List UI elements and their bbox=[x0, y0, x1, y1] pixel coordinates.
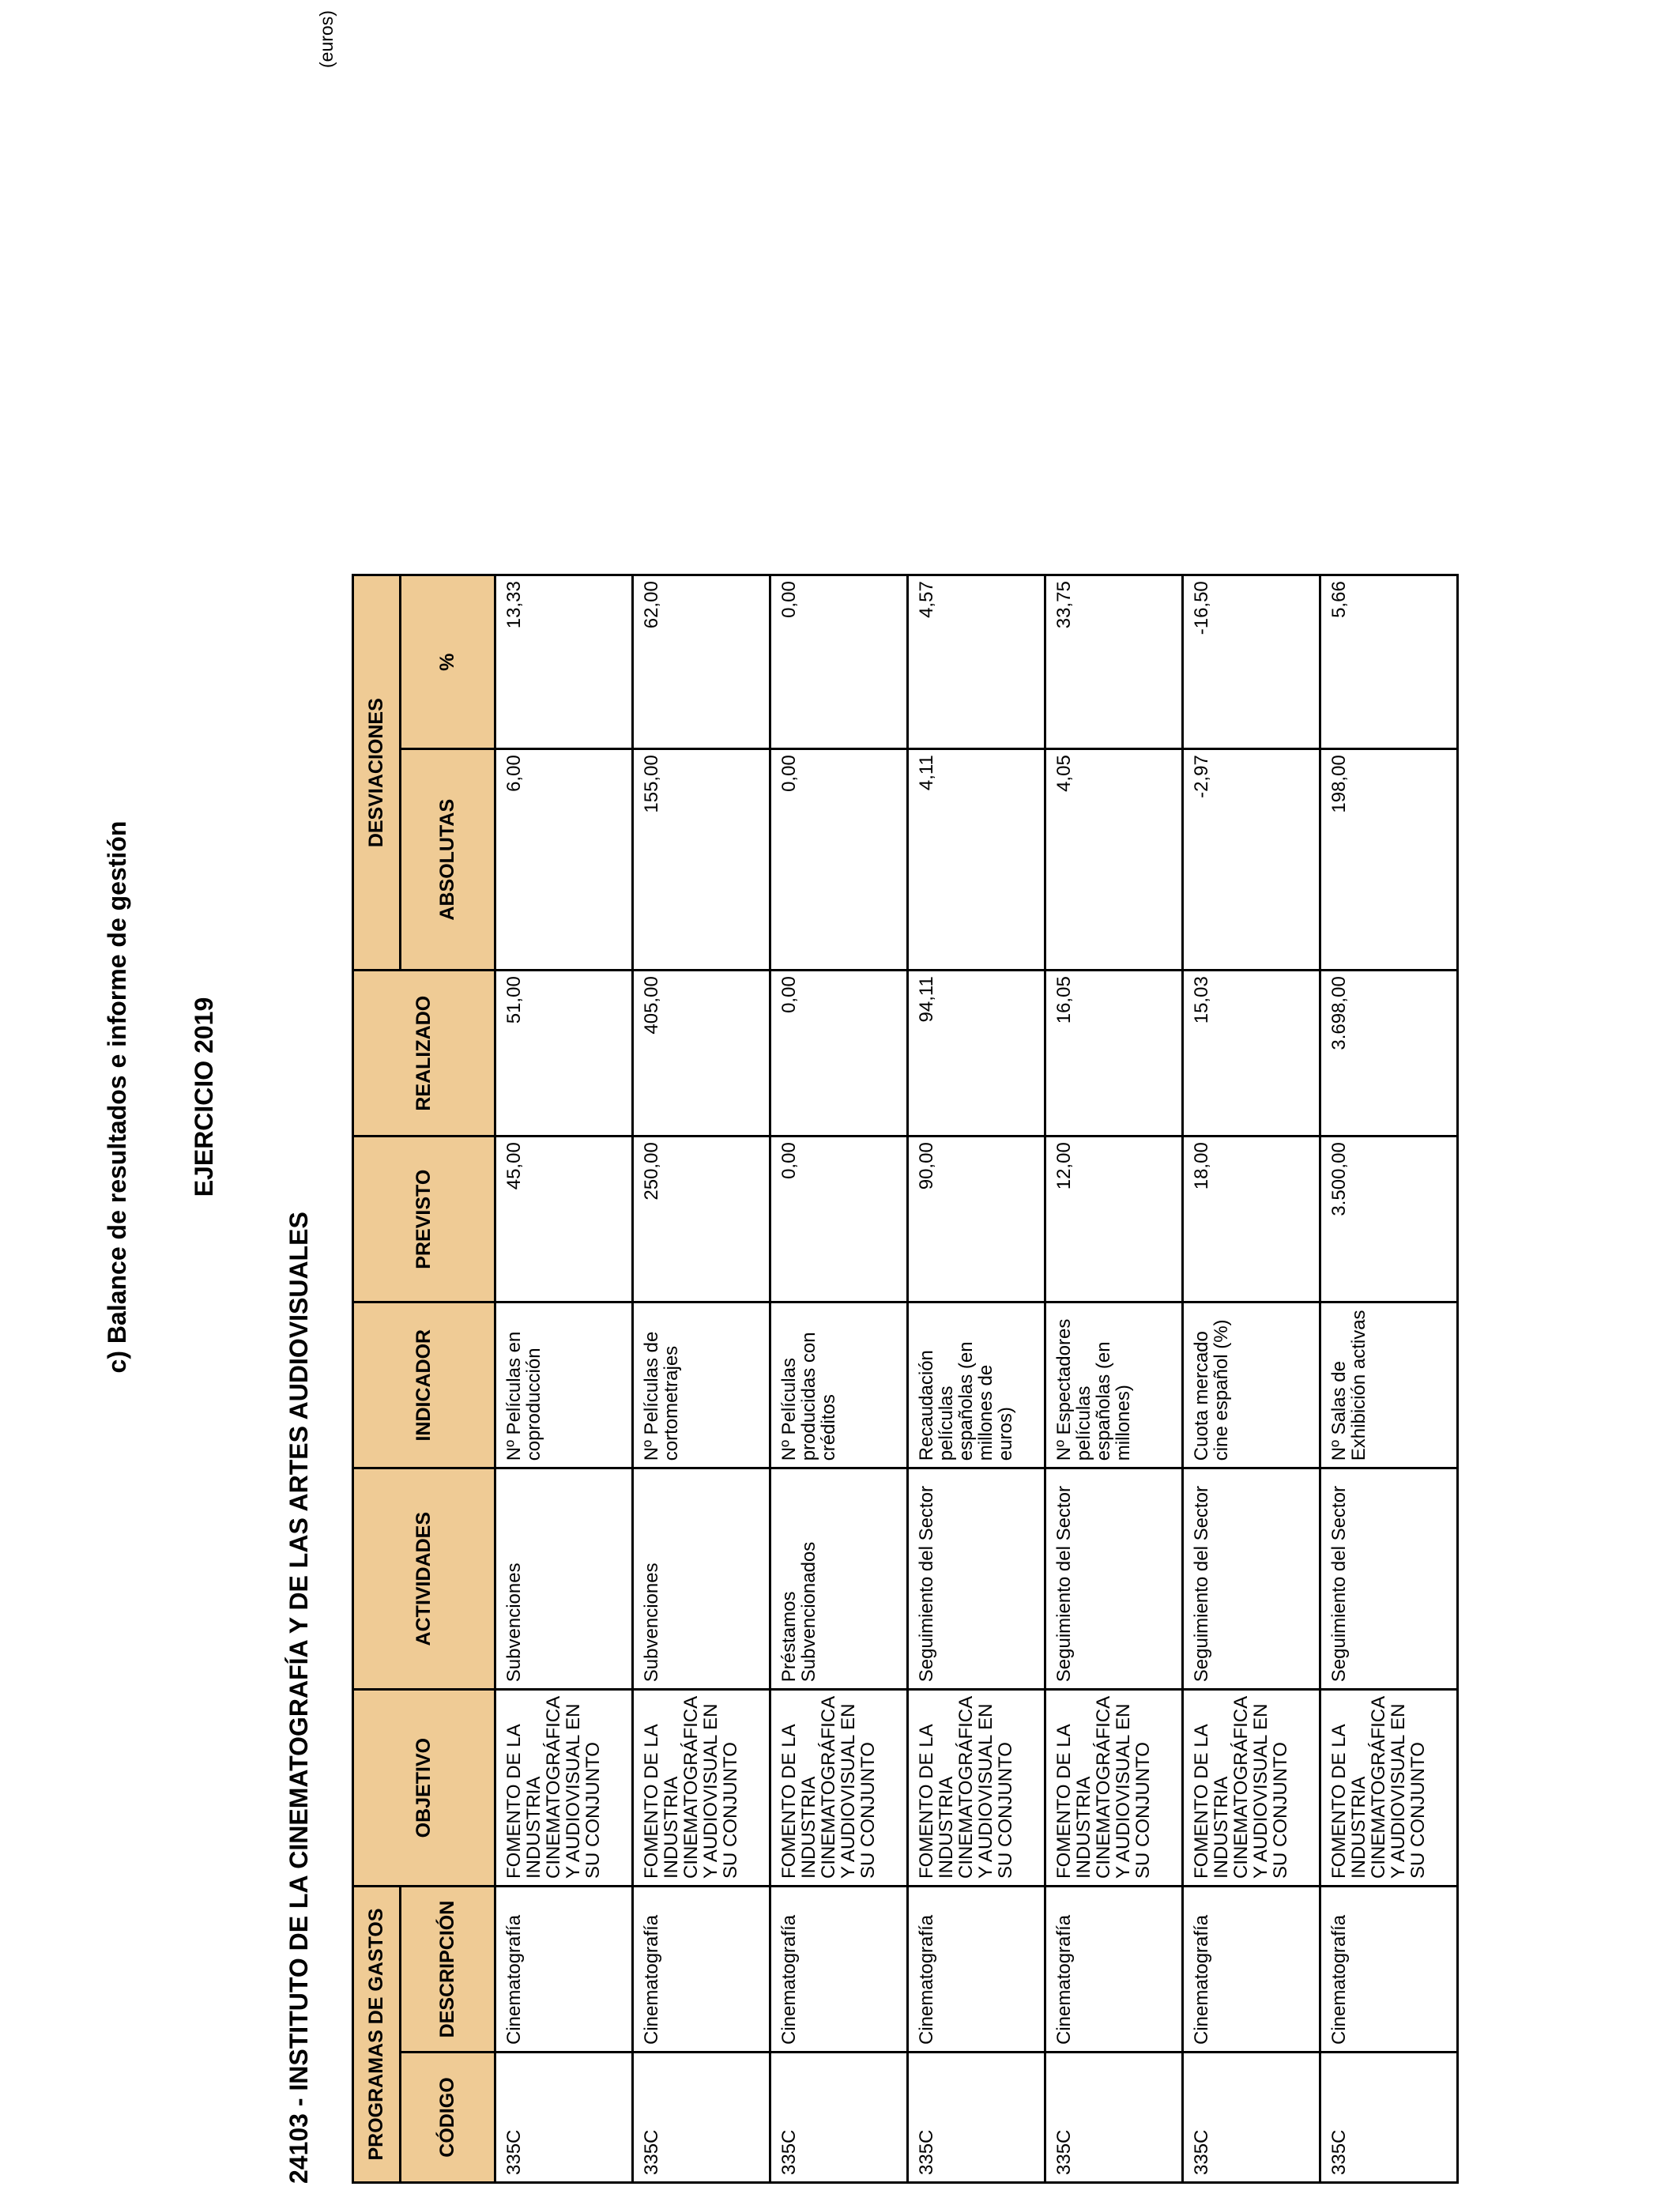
group-header-desviaciones: DESVIACIONES bbox=[353, 575, 401, 971]
col-header-actividades: ACTIVIDADES bbox=[353, 1468, 495, 1690]
cell-absolutas: 4,05 bbox=[1045, 749, 1183, 971]
cell-previsto: 90,00 bbox=[908, 1137, 1045, 1302]
cell-realizado: 16,05 bbox=[1045, 971, 1183, 1137]
cell-percent: 33,75 bbox=[1045, 575, 1183, 749]
cell-indicador: Nº Películas de cortometrajes bbox=[633, 1302, 770, 1468]
cell-indicador: Recaudación películas españolas (en millones de euros) bbox=[908, 1302, 1045, 1468]
cell-descripcion: Cinematografía bbox=[1320, 1887, 1458, 2053]
cell-descripcion: Cinematografía bbox=[908, 1887, 1045, 2053]
cell-absolutas: 4,11 bbox=[908, 749, 1045, 971]
cell-codigo: 335C bbox=[1320, 2053, 1458, 2183]
entity-title: 24103 - INSTITUTO DE LA CINEMATOGRAFÍA Y DE LAS ARTES AUDIOVISUALES bbox=[284, 1212, 313, 2184]
cell-descripcion: Cinematografía bbox=[1045, 1887, 1183, 2053]
cell-realizado: 51,00 bbox=[495, 971, 633, 1137]
cell-objetivo: FOMENTO DE LA INDUSTRIA CINEMATOGRÁFICA Y AUDIOVISUAL EN SU CONJUNTO bbox=[1320, 1690, 1458, 1887]
col-header-percent: % bbox=[401, 575, 495, 749]
cell-percent: 4,57 bbox=[908, 575, 1045, 749]
cell-indicador: Nº Películas en coproducción bbox=[495, 1302, 633, 1468]
unit-label: (euros) bbox=[316, 10, 337, 68]
cell-actividades: Seguimiento del Sector bbox=[1045, 1468, 1183, 1690]
section-title: c) Balance de resultados e informe de gestión bbox=[103, 820, 131, 1374]
cell-absolutas: 155,00 bbox=[633, 749, 770, 971]
cell-objetivo: FOMENTO DE LA INDUSTRIA CINEMATOGRÁFICA Y AUDIOVISUAL EN SU CONJUNTO bbox=[1183, 1690, 1320, 1887]
cell-previsto: 45,00 bbox=[495, 1137, 633, 1302]
cell-objetivo: FOMENTO DE LA INDUSTRIA CINEMATOGRÁFICA Y AUDIOVISUAL EN SU CONJUNTO bbox=[1045, 1690, 1183, 1887]
cell-descripcion: Cinematografía bbox=[770, 1887, 908, 2053]
cell-actividades: Seguimiento del Sector bbox=[908, 1468, 1045, 1690]
cell-codigo: 335C bbox=[633, 2053, 770, 2183]
cell-actividades: Subvenciones bbox=[633, 1468, 770, 1690]
cell-absolutas: -2,97 bbox=[1183, 749, 1320, 971]
table-row bbox=[1320, 575, 1458, 2183]
cell-percent: 62,00 bbox=[633, 575, 770, 749]
cell-descripcion: Cinematografía bbox=[495, 1887, 633, 2053]
cell-indicador: Nº Películas producidas con créditos bbox=[770, 1302, 908, 1468]
cell-previsto: 0,00 bbox=[770, 1137, 908, 1302]
cell-realizado: 405,00 bbox=[633, 971, 770, 1137]
cell-absolutas: 198,00 bbox=[1320, 749, 1458, 971]
cell-codigo: 335C bbox=[1183, 2053, 1320, 2183]
results-table bbox=[352, 574, 1459, 2184]
table-row bbox=[1183, 575, 1320, 2183]
cell-actividades: Subvenciones bbox=[495, 1468, 633, 1690]
cell-objetivo: FOMENTO DE LA INDUSTRIA CINEMATOGRÁFICA Y AUDIOVISUAL EN SU CONJUNTO bbox=[633, 1690, 770, 1887]
cell-previsto: 12,00 bbox=[1045, 1137, 1183, 1302]
table-row bbox=[1045, 575, 1183, 2183]
col-header-previsto: PREVISTO bbox=[353, 1137, 495, 1302]
col-header-descripcion: DESCRIPCIÓN bbox=[401, 1887, 495, 2053]
cell-realizado: 0,00 bbox=[770, 971, 908, 1137]
cell-actividades: Seguimiento del Sector bbox=[1183, 1468, 1320, 1690]
cell-actividades: Préstamos Subvencionados bbox=[770, 1468, 908, 1690]
cell-percent: 5,66 bbox=[1320, 575, 1458, 749]
cell-objetivo: FOMENTO DE LA INDUSTRIA CINEMATOGRÁFICA Y AUDIOVISUAL EN SU CONJUNTO bbox=[495, 1690, 633, 1887]
cell-percent: -16,50 bbox=[1183, 575, 1320, 749]
cell-codigo: 335C bbox=[908, 2053, 1045, 2183]
cell-absolutas: 0,00 bbox=[770, 749, 908, 971]
cell-percent: 13,33 bbox=[495, 575, 633, 749]
cell-actividades: Seguimiento del Sector bbox=[1320, 1468, 1458, 1690]
cell-previsto: 250,00 bbox=[633, 1137, 770, 1302]
exercise-title: EJERCICIO 2019 bbox=[190, 997, 218, 1197]
cell-realizado: 15,03 bbox=[1183, 971, 1320, 1137]
cell-indicador: Nº Salas de Exhibición activas bbox=[1320, 1302, 1458, 1468]
group-header-programas: PROGRAMAS DE GASTOS bbox=[353, 1887, 401, 2183]
col-header-codigo: CÓDIGO bbox=[401, 2053, 495, 2183]
cell-descripcion: Cinematografía bbox=[1183, 1887, 1320, 2053]
table-row bbox=[633, 575, 770, 2183]
col-header-indicador: INDICADOR bbox=[353, 1302, 495, 1468]
cell-previsto: 18,00 bbox=[1183, 1137, 1320, 1302]
cell-codigo: 335C bbox=[770, 2053, 908, 2183]
col-header-objetivo: OBJETIVO bbox=[353, 1690, 495, 1887]
cell-codigo: 335C bbox=[1045, 2053, 1183, 2183]
cell-realizado: 3.698,00 bbox=[1320, 971, 1458, 1137]
cell-absolutas: 6,00 bbox=[495, 749, 633, 971]
cell-indicador: Nº Espectadores películas españolas (en millones) bbox=[1045, 1302, 1183, 1468]
cell-previsto: 3.500,00 bbox=[1320, 1137, 1458, 1302]
table-row bbox=[495, 575, 633, 2183]
cell-indicador: Cuota mercado cine español (%) bbox=[1183, 1302, 1320, 1468]
cell-realizado: 94,11 bbox=[908, 971, 1045, 1137]
cell-codigo: 335C bbox=[495, 2053, 633, 2183]
cell-descripcion: Cinematografía bbox=[633, 1887, 770, 2053]
table-row bbox=[770, 575, 908, 2183]
table-row bbox=[908, 575, 1045, 2183]
cell-percent: 0,00 bbox=[770, 575, 908, 749]
cell-objetivo: FOMENTO DE LA INDUSTRIA CINEMATOGRÁFICA Y AUDIOVISUAL EN SU CONJUNTO bbox=[770, 1690, 908, 1887]
col-header-realizado: REALIZADO bbox=[353, 971, 495, 1137]
cell-objetivo: FOMENTO DE LA INDUSTRIA CINEMATOGRÁFICA Y AUDIOVISUAL EN SU CONJUNTO bbox=[908, 1690, 1045, 1887]
col-header-absolutas: ABSOLUTAS bbox=[401, 749, 495, 971]
